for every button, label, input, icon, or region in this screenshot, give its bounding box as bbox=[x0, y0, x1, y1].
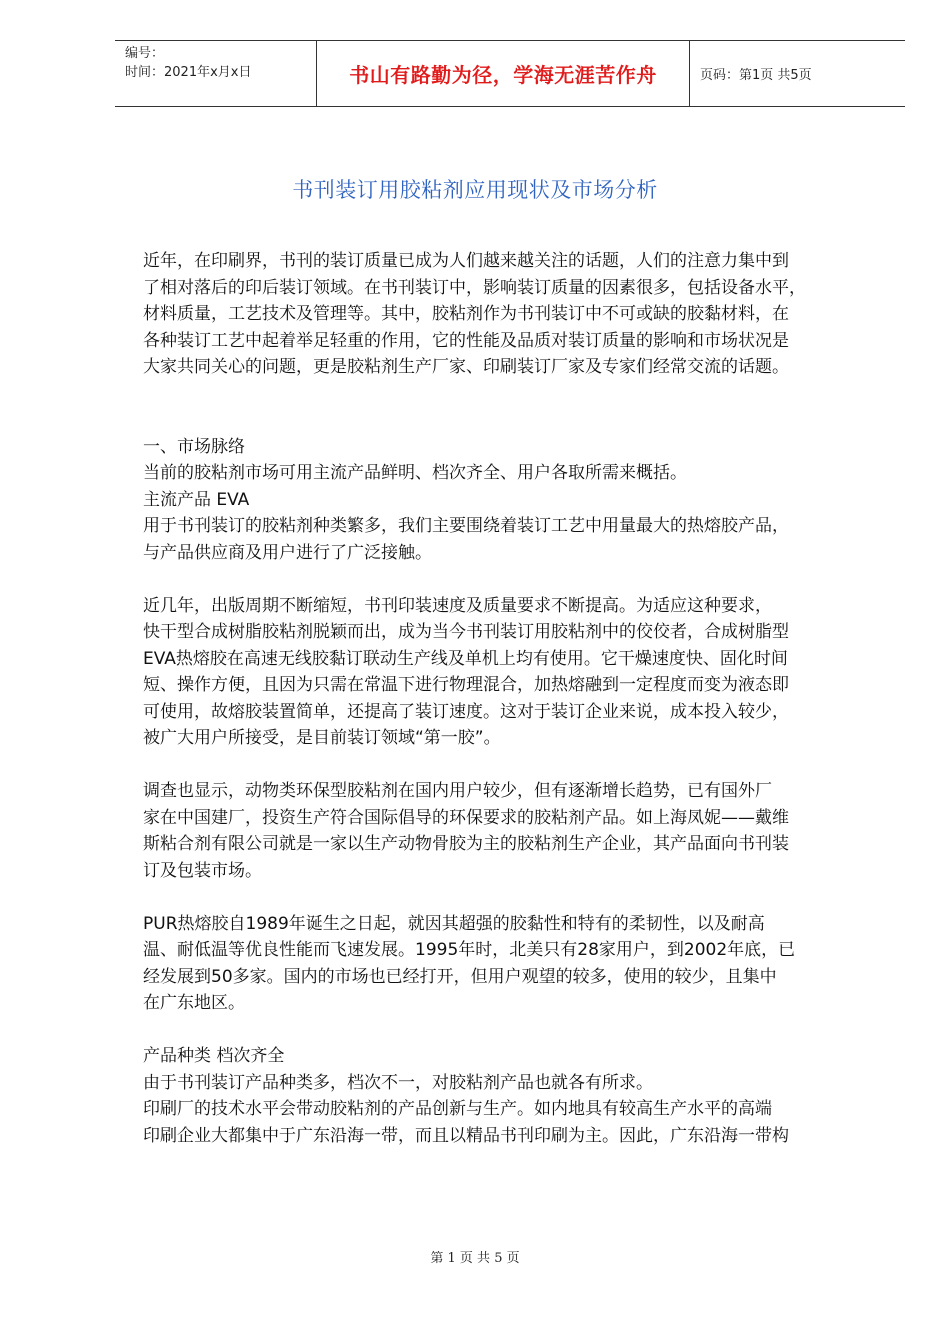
body-line: 主流产品 EVA bbox=[143, 489, 250, 510]
document-title: 书刊装订用胶粘剂应用现状及市场分析 bbox=[292, 178, 658, 202]
body-line: 了相对落后的印后装订领域。在书刊装订中，影响装订质量的因素很多，包括设备水平， bbox=[143, 277, 806, 298]
header-meta bbox=[115, 41, 316, 106]
time-label: 时间：2021年x月x日 bbox=[125, 65, 252, 80]
body-line: 斯粘合剂有限公司就是一家以生产动物骨胶为主的胶粘剂生产企业，其产品面向书刊装 bbox=[143, 834, 789, 854]
page-footer: 第 1 页 共 5 页 bbox=[430, 1251, 520, 1266]
document-body bbox=[143, 248, 893, 1149]
header-motto-cell bbox=[316, 41, 690, 106]
body-line: 由于书刊装订产品种类多，档次不一，对胶粘剂产品也就各有所求。 bbox=[143, 1072, 653, 1093]
blank-line bbox=[143, 407, 893, 434]
document-header bbox=[115, 40, 905, 107]
body-line: 温、耐低温等优良性能而飞速发展。1995年时，北美只有28家用户，到2002年底，已 bbox=[143, 940, 796, 960]
page-label: 页码：第1页 共5页 bbox=[700, 68, 812, 83]
blank-line bbox=[143, 1017, 893, 1044]
blank-line bbox=[143, 884, 893, 911]
body-line: 近几年，出版周期不断缩短，书刊印装速度及质量要求不断提高。为适应这种要求， bbox=[143, 595, 772, 616]
body-line: 各种装订工艺中起着举足轻重的作用，它的性能及品质对装订质量的影响和市场状况是 bbox=[143, 330, 789, 351]
body-line: 印刷厂的技术水平会带动胶粘剂的产品创新与生产。如内地具有较高生产水平的高端 bbox=[143, 1099, 772, 1119]
body-line: 一、市场脉络 bbox=[143, 436, 245, 457]
blank-line bbox=[143, 566, 893, 593]
body-line: PUR热熔胶自1989年诞生之日起，就因其超强的胶黏性和特有的柔韧性，以及耐高 bbox=[143, 913, 765, 934]
body-line: 快干型合成树脂胶粘剂脱颖而出，成为当今书刊装订用胶粘剂中的佼佼者，合成树脂型 bbox=[143, 622, 789, 642]
body-line: 近年，在印刷界，书刊的装订质量已成为人们越来越关注的话题，人们的注意力集中到 bbox=[143, 251, 789, 271]
body-line: 短、操作方便，且因为只需在常温下进行物理混合，加热熔融到一定程度而变为液态即 bbox=[143, 675, 789, 695]
body-line: 大家共同关心的问题，更是胶粘剂生产厂家、印刷装订厂家及专家们经常交流的话题。 bbox=[143, 357, 789, 377]
body-line: 产品种类 档次齐全 bbox=[143, 1046, 285, 1066]
body-line: 材料质量，工艺技术及管理等。其中，胶粘剂作为书刊装订中不可或缺的胶黏材料，在 bbox=[143, 304, 789, 324]
body-line: EVA热熔胶在高速无线胶黏订联动生产线及单机上均有使用。它干燥速度快、固化时间 bbox=[143, 648, 788, 669]
header-page-cell bbox=[690, 41, 905, 106]
number-label: 编号： bbox=[125, 46, 165, 61]
body-line: 经发展到50多家。国内的市场也已经打开，但用户观望的较多，使用的较少，且集中 bbox=[143, 966, 777, 987]
body-line: 印刷企业大都集中于广东沿海一带，而且以精品书刊印刷为主。因此，广东沿海一带构 bbox=[143, 1125, 789, 1146]
body-line: 订及包装市场。 bbox=[143, 860, 262, 881]
body-line: 家在中国建厂，投资生产符合国际倡导的环保要求的胶粘剂产品。如上海凤妮——戴维 bbox=[143, 807, 789, 828]
body-line: 当前的胶粘剂市场可用主流产品鲜明、档次齐全、用户各取所需来概括。 bbox=[143, 463, 687, 483]
body-line: 可使用，故熔胶装置简单，还提高了装订速度。这对于装订企业来说，成本投入较少， bbox=[143, 701, 789, 722]
body-line: 用于书刊装订的胶粘剂种类繁多，我们主要围绕着装订工艺中用量最大的热熔胶产品， bbox=[143, 516, 789, 536]
body-line: 被广大用户所接受，是目前装订领域“第一胶”。 bbox=[143, 728, 501, 748]
blank-line bbox=[143, 381, 893, 408]
body-line: 调查也显示，动物类环保型胶粘剂在国内用户较少，但有逐渐增长趋势，已有国外厂 bbox=[143, 781, 772, 801]
body-line: 与产品供应商及用户进行了广泛接触。 bbox=[143, 542, 432, 563]
motto: 书山有路勤为径，学海无涯苦作舟 bbox=[349, 63, 657, 87]
blank-line bbox=[143, 752, 893, 779]
body-line: 在广东地区。 bbox=[143, 993, 245, 1013]
